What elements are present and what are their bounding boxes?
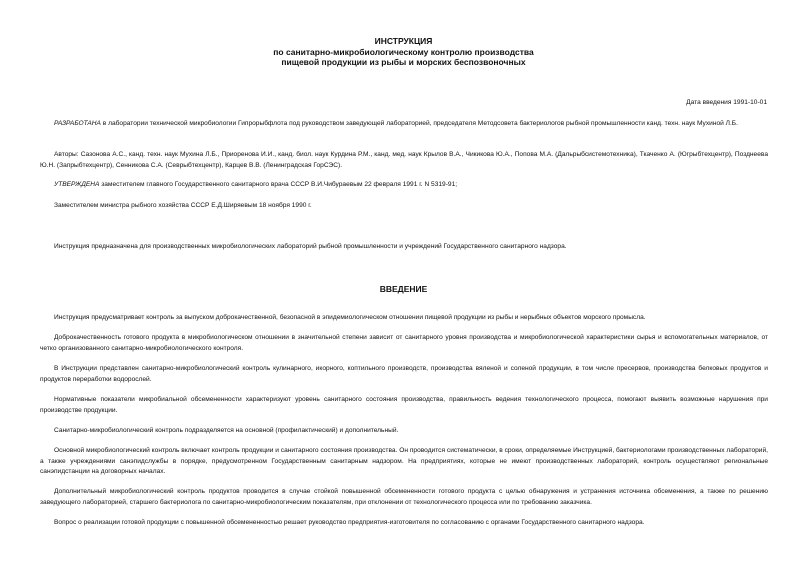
body-paragraph-1: Инструкция предусматривает контроль за выпуском доброкачественной, безопасной в эпидемиологическом отношении пищевой продукции из рыбы и нерыбных объектов морского промысла. <box>54 314 646 321</box>
section-heading: ВВЕДЕНИЕ <box>379 284 428 294</box>
purpose-paragraph: Инструкция предназначена для производственных микробиологических лабораторий рыбной промышленности и учреждений Государственного санитарного надзора. <box>54 243 567 250</box>
approved-label: УТВЕРЖДЕНА <box>54 181 100 188</box>
body-paragraph-2: Доброкачественность готового продукта в микробиологическом отношении в значительной степени зависит от санитарного уровня производства и микробиологической характеристики сырья и вспомогательных материалов, от четко организованного санитарно-микробиологического контроля. <box>40 334 768 352</box>
title-line-2: по санитарно-микробиологическому контролю производства <box>273 46 534 57</box>
body-paragraph-5: Санитарно-микробиологический контроль подразделяется на основной (профилактический) и дополнительный. <box>54 427 399 434</box>
body-paragraph-7: Дополнительный микробиологический контроль продуктов проводится в случае стойкой повышенной обсемененности готового продукта с целью обнаружения и устранения источника обсеменения, а также по решению заведующего лабораторией, старшего бактериолога по санитарно-микробиологическим показателям, при отклонении от технологического процесса или по требованию заказчика. <box>40 488 768 506</box>
effective-date: Дата введения 1991-10-01 <box>686 99 767 106</box>
authors-paragraph: Авторы: Сазонова А.С., канд. техн. наук Мухина Л.Б., Приоренова И.И., канд. биол. наук Курдина Р.М., канд. мед. наук Крылов В.А., Чикикова Ю.А., Попова М.А. (Дальрыбсистемотехника), Ткаченко А. (Югрыбтехцентр), Позднеева Ю.Н. (Запрыбтехцентр), Сенникова С.А. (Севрыбтехцентр), Карцев В.В. (Ленинградская ГорСЭС). <box>40 151 768 169</box>
body-paragraph-6: Основной микробиологический контроль включает контроль продукции и санитарного состояния производства. Он проводится систематически, в сроки, определяемые Инструкцией, бактериологами производственных лабораторий, а также учреждениями санэпидслужбы в порядке, предусмотренном Государственным санитарным надзором. На предприятиях, которые не имеют производственных лабораторий, контроль осуществляют региональные санэпидстанции на договорных началах. <box>40 447 768 476</box>
developed-text: в лаборатории технической микробиологии Гипрорыбфлота под руководством заведующей лабораторией, председателя Методсовета бактериологов рыбной промышленности канд. техн. наук Мухиной Л.Б. <box>100 120 738 127</box>
developed-label: РАЗРАБОТАНА <box>54 120 101 127</box>
deputy-paragraph: Заместителем министра рыбного хозяйства СССР Е.Д.Ширяевым 18 ноября 1990 г. <box>54 202 312 209</box>
document-title <box>0 36 807 68</box>
title-line-3: пищевой продукции из рыбы и морских беспозвоночных <box>281 57 526 67</box>
body-paragraph-4: Нормативные показатели микробиальной обсемененности характеризуют уровень санитарного состояния производства, правильность ведения технологического процесса, помогают выявить возможные нарушения при производстве продукции. <box>40 396 768 414</box>
body-paragraph-8: Вопрос о реализации готовой продукции с повышенной обсемененностью решает руководство предприятия-изготовителя по согласованию с органами Государственного санитарного надзора. <box>54 519 645 526</box>
approved-text: заместителем главного Государственного санитарного врача СССР В.И.Чибураевым 22 февраля 1991 г. N 5319-91; <box>99 181 458 188</box>
approved-paragraph <box>40 180 768 191</box>
body-paragraph-3: В Инструкции представлен санитарно-микробиологический контроль кулинарного, икорного, коптильного производств, производства вяленой и соленой продукции, в том числе пресервов, производства белковых продуктов и продуктов переработки водорослей. <box>40 365 768 383</box>
title-line-1: ИНСТРУКЦИЯ <box>374 36 433 46</box>
developed-paragraph <box>40 119 768 130</box>
